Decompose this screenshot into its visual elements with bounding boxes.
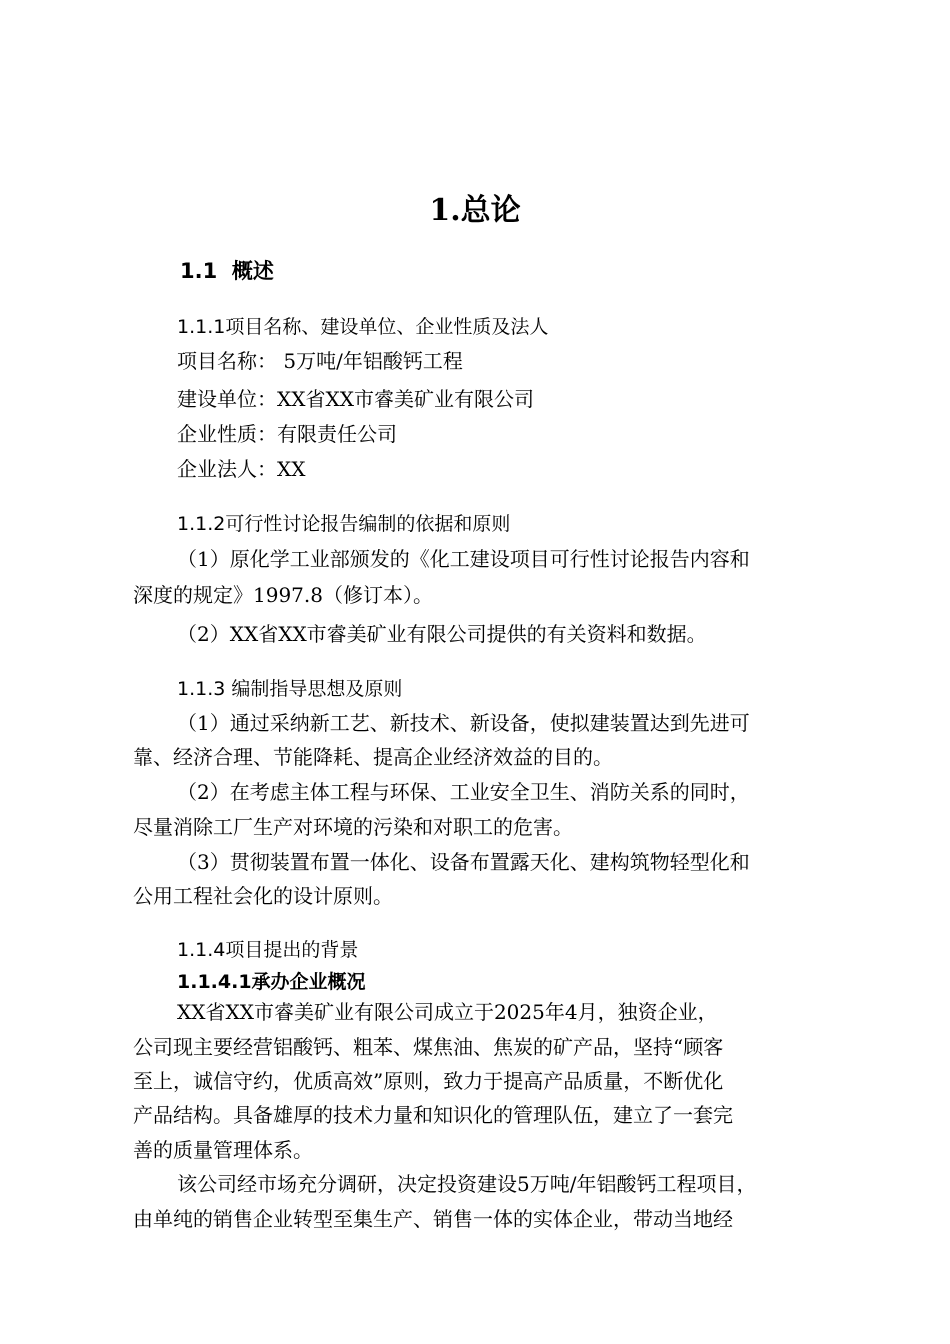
subsection-heading-1-1-1: 1.1.1项目名称、建设单位、企业性质及法人 xyxy=(177,316,549,338)
principle-item-3-line-1: （3）贯彻装置布置一体化、设备布置露天化、建构筑物轻型化和 xyxy=(177,850,750,874)
subsection-heading-1-1-2: 1.1.2可行性讨论报告编制的依据和原则 xyxy=(177,513,511,535)
investment-line-2: 由单纯的销售企业转型至集生产、销售一体的实体企业，带动当地经 xyxy=(133,1207,733,1231)
subsubsection-heading-1-1-4-1: 1.1.4.1承办企业概况 xyxy=(177,971,366,993)
subsection-heading-1-1-4: 1.1.4项目提出的背景 xyxy=(177,939,359,961)
builder-unit-line: 建设单位：XX省XX市睿美矿业有限公司 xyxy=(177,387,534,411)
enterprise-nature-line: 企业性质：有限责任公司 xyxy=(177,422,397,446)
company-overview-line-1: XX省XX市睿美矿业有限公司成立于2025年4月，独资企业， xyxy=(177,1000,718,1024)
principle-item-2-line-2: 尽量消除工厂生产对环境的污染和对职工的危害。 xyxy=(133,815,573,839)
investment-line-1: 该公司经市场充分调研，决定投资建设5万吨/年铝酸钙工程项目， xyxy=(177,1172,757,1196)
project-name-line: 项目名称： 5万吨/年铝酸钙工程 xyxy=(177,349,463,373)
basis-item-2-line-1: （2）XX省XX市睿美矿业有限公司提供的有关资料和数据。 xyxy=(177,622,707,646)
section-title: 概述 xyxy=(231,259,274,283)
section-number: 1.1 xyxy=(180,259,218,283)
basis-item-1-line-2: 深度的规定》1997.8（修订本）。 xyxy=(133,583,433,607)
principle-item-3-line-2: 公用工程社会化的设计原则。 xyxy=(133,884,393,908)
basis-item-1-line-1: （1）原化学工业部颁发的《化工建设项目可行性讨论报告内容和 xyxy=(177,547,750,571)
principle-item-2-line-1: （2）在考虑主体工程与环保、工业安全卫生、消防关系的同时， xyxy=(177,780,750,804)
company-overview-line-4: 产品结构。具备雄厚的技术力量和知识化的管理队伍，建立了一套完 xyxy=(133,1103,733,1127)
principle-item-1-line-1: （1）通过采纳新工艺、新技术、新设备，使拟建装置达到先进可 xyxy=(177,711,750,735)
chapter-title: 1.总论 xyxy=(429,193,521,228)
principle-item-1-line-2: 靠、经济合理、节能降耗、提高企业经济效益的目的。 xyxy=(133,745,613,769)
legal-person-line: 企业法人：XX xyxy=(177,457,306,481)
company-overview-line-3: 至上，诚信守约，优质高效”原则，致力于提高产品质量，不断优化 xyxy=(133,1069,724,1093)
subsection-heading-1-1-3: 1.1.3 编制指导思想及原则 xyxy=(177,678,403,700)
section-heading-1-1 xyxy=(180,261,274,282)
company-overview-line-5: 善的质量管理体系。 xyxy=(133,1138,313,1162)
company-overview-line-2: 公司现主要经营铝酸钙、粗苯、煤焦油、焦炭的矿产品，坚持“顾客 xyxy=(133,1035,724,1059)
